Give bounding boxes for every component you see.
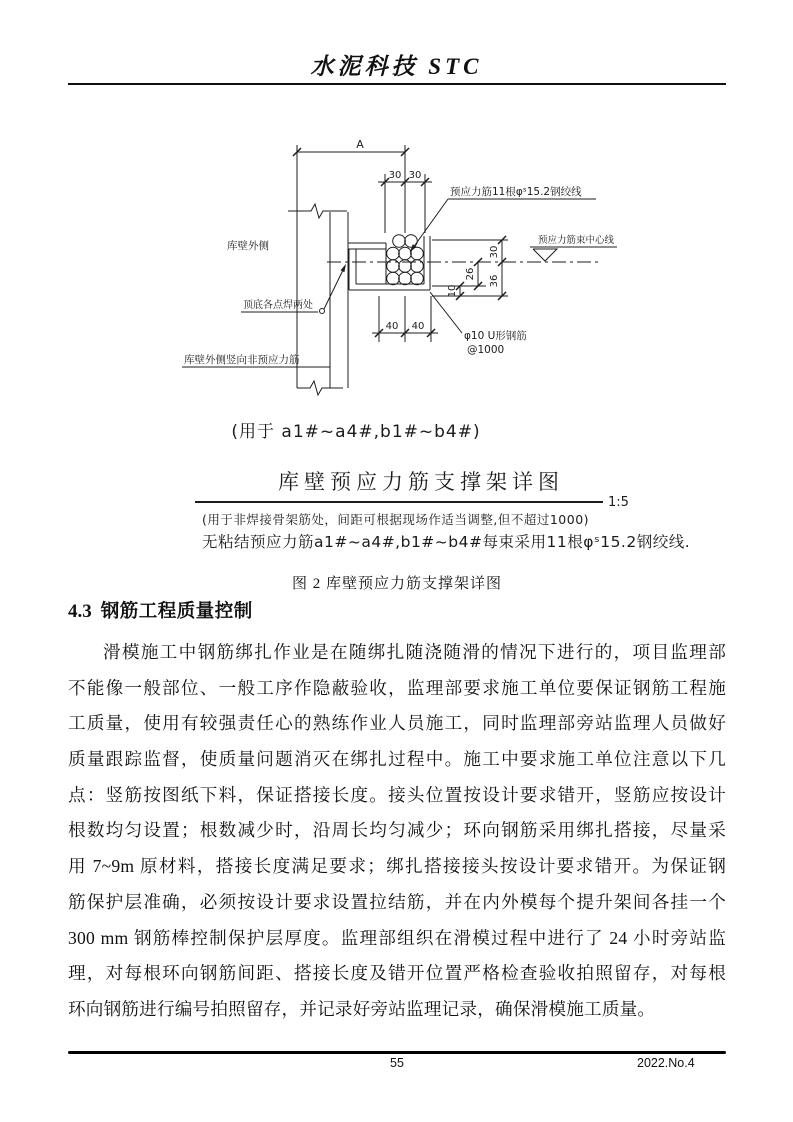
journal-title: 水泥科技 STC bbox=[310, 54, 483, 79]
paragraph-line: 理，对每根环向钢筋间距、搭接长度及错开位置严格检查验收拍照留存，对每根 bbox=[68, 963, 726, 984]
paragraph-line: 筋保护层准确，必须按设计要求设置拉结筋，并在内外模每个提升架间各挂一个 bbox=[68, 891, 726, 912]
figure-usage-note: (用于 a1#~a4#,b1#~b4#) bbox=[231, 422, 481, 442]
figure-title: 库壁预应力筋支撑架详图 bbox=[278, 470, 564, 494]
page-number: 55 bbox=[390, 1056, 404, 1070]
vertical-rebar-label: 库壁外侧竖向非预应力筋 bbox=[184, 354, 300, 366]
support-frame-diagram bbox=[170, 130, 640, 405]
support-bracket bbox=[348, 236, 430, 290]
dim-right-30-label: 30 bbox=[489, 245, 500, 259]
u-rebar-label-line2: @1000 bbox=[467, 344, 505, 356]
dim-bottom-40-40 bbox=[372, 296, 438, 342]
paragraph-line: 点：竖筋按图纸下料，保证搭接长度。接头位置按设计要求错开，竖筋应按设计 bbox=[68, 784, 726, 805]
header-rule bbox=[68, 83, 726, 85]
dim-a bbox=[293, 145, 409, 233]
paragraph-line: 滑模施工中钢筋绑扎作业是在随绑扎随浇随滑的情况下进行的，项目监理部 bbox=[103, 642, 726, 662]
figure-title-rule bbox=[195, 501, 603, 503]
paragraph-line: 质量跟踪监督，使质量问题消灭在绑扎过程中。施工中要求施工单位注意以下几 bbox=[68, 749, 726, 770]
centerline-label: 预应力筋束中心线 bbox=[538, 235, 615, 246]
figure-note-spacing: (用于非焊接骨架筋处，间距可根据现场作适当调整,但不超过1000) bbox=[202, 512, 590, 527]
paragraph-line: 不能像一般部位、一般工序作隐蔽验收，监理部要求施工单位要保证钢筋工程施 bbox=[68, 677, 726, 698]
wall-outside-label: 库壁外侧 bbox=[227, 240, 269, 252]
section-title: 钢筋工程质量控制 bbox=[100, 601, 253, 622]
weld-label: 顶底各点焊两处 bbox=[243, 300, 313, 311]
paragraph-line: 根数均匀设置；根数减少时，沿周长均匀减少；环向钢筋采用绑扎搭接，尽量采 bbox=[68, 820, 726, 841]
strand-label: 预应力筋11根φˢ15.2钢绞线 bbox=[450, 186, 582, 198]
dim-30-right-label: 30 bbox=[408, 170, 422, 181]
dim-30-left-label: 30 bbox=[388, 170, 402, 181]
dim-40-right-label: 40 bbox=[411, 321, 425, 332]
strand-bundle bbox=[387, 235, 424, 285]
figure-note-strand: 无粘结预应力筋a1#~a4#,b1#~b4#每束采用11根φˢ15.2钢绞线. bbox=[202, 533, 691, 551]
dim-right-10-label: 10 bbox=[447, 284, 458, 298]
footer-rule bbox=[68, 1051, 726, 1054]
figure-scale: 1:5 bbox=[608, 495, 629, 510]
figure-caption: 图 2 库壁预应力筋支撑架详图 bbox=[291, 576, 502, 592]
section-number: 4.3 bbox=[68, 601, 92, 622]
u-rebar-label-line1: φ10 U形钢筋 bbox=[464, 330, 527, 342]
section-heading bbox=[68, 597, 253, 623]
dim-right-36-label: 36 bbox=[489, 274, 500, 288]
paragraph-line: 工质量，使用有较强责任心的熟练作业人员施工，同时监理部旁站监理人员做好 bbox=[68, 713, 726, 734]
body-paragraph bbox=[68, 635, 726, 1028]
issue-number: 2022.No.4 bbox=[637, 1056, 695, 1070]
dim-right-26-label: 26 bbox=[465, 267, 476, 281]
paragraph-line: 用 7~9m 原材料，搭接长度满足要求；绑扎搭接接头按设计要求错开。为保证钢 bbox=[68, 856, 726, 877]
dim-a-label: A bbox=[356, 138, 364, 151]
dim-40-left-label: 40 bbox=[385, 321, 399, 332]
paragraph-line: 环向钢筋进行编号拍照留存，并记录好旁站监理记录，确保滑模施工质量。 bbox=[68, 998, 656, 1019]
paragraph-line: 300 mm 钢筋棒控制保护层厚度。监理部组织在滑模过程中进行了 24 小时旁站监 bbox=[68, 927, 726, 948]
